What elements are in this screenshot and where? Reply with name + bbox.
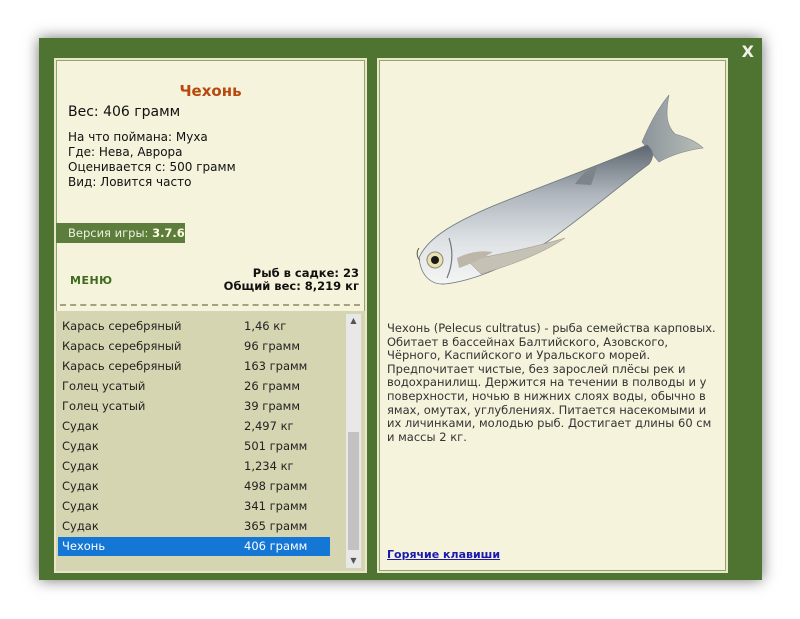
catch-list[interactable]: [56, 311, 365, 571]
list-item-name: Судак: [62, 459, 99, 473]
list-item[interactable]: [58, 317, 330, 336]
species-frequency-label: Вид: Ловится часто: [68, 175, 192, 189]
version-value: 3.7.6: [152, 226, 185, 240]
list-item[interactable]: [58, 437, 330, 456]
list-item-weight: 163 грамм: [244, 359, 308, 373]
fish-weight: Вес: 406 грамм: [68, 104, 181, 120]
list-item[interactable]: [58, 497, 330, 516]
close-icon[interactable]: X: [741, 42, 754, 61]
valued-from-label: Оценивается с: 500 грамм: [68, 160, 236, 174]
list-item-name: Карась серебряный: [62, 359, 182, 373]
list-item-weight: 96 грамм: [244, 339, 301, 353]
list-item-weight: 365 грамм: [244, 519, 308, 533]
list-item[interactable]: [58, 357, 330, 376]
total-weight: Общий вес: 8,219 кг: [223, 279, 359, 293]
list-item[interactable]: [58, 397, 330, 416]
menu-button[interactable]: МЕНЮ: [70, 274, 113, 287]
scroll-down-icon[interactable]: ▼: [350, 556, 357, 565]
list-item-weight: 498 грамм: [244, 479, 308, 493]
version-badge: [56, 223, 185, 243]
fish-details-panel: [54, 58, 367, 573]
list-item-weight: 406 грамм: [244, 539, 308, 553]
list-item-name: Чехонь: [62, 539, 106, 553]
list-item[interactable]: [58, 417, 330, 436]
list-item[interactable]: [58, 337, 330, 356]
list-item-name: Карась серебряный: [62, 319, 182, 333]
caught-with-label: На что поймана: Муха: [68, 130, 208, 144]
list-item-weight: 39 грамм: [244, 399, 301, 413]
scrollbar-thumb[interactable]: [348, 432, 359, 550]
list-item[interactable]: [58, 517, 330, 536]
list-item-weight: 1,234 кг: [244, 459, 294, 473]
list-item[interactable]: [58, 377, 330, 396]
list-item-name: Судак: [62, 439, 99, 453]
list-item-name: Судак: [62, 479, 99, 493]
list-item-selected[interactable]: [58, 537, 330, 556]
list-item-name: Судак: [62, 419, 99, 433]
fish-description: Чехонь (Pelecus cultratus) - рыба семейства карповых. Обитает в бассейнах Балтийского, Азовского, Чёрного, Каспийского и Уральского морей. Предпочитает чистые, без зарослей плёсы рек и водохранилищ. Держится на течении в полводы и у поверхности, ночью в нижних слоях воды, обычно в ямах, омутах, углублениях. Питается насекомыми и их личинками, молодью рыб. Достигает длины 60 см и массы 2 кг.: [387, 321, 716, 444]
fish-description-panel: [377, 58, 728, 573]
list-item[interactable]: [58, 477, 330, 496]
list-scrollbar[interactable]: [346, 314, 361, 568]
list-item-weight: 2,497 кг: [244, 419, 294, 433]
list-item-weight: 1,46 кг: [244, 319, 287, 333]
location-label: Где: Нева, Аврора: [68, 145, 183, 159]
list-item-weight: 26 грамм: [244, 379, 301, 393]
fish-name-title: Чехонь: [179, 82, 242, 100]
list-item-name: Карась серебряный: [62, 339, 182, 353]
fish-image: [397, 90, 707, 300]
list-item-name: Голец усатый: [62, 379, 146, 393]
hotkeys-link[interactable]: Горячие клавиши: [387, 548, 501, 561]
list-item-name: Судак: [62, 499, 99, 513]
list-item-name: Голец усатый: [62, 399, 146, 413]
scroll-up-icon[interactable]: ▲: [350, 316, 357, 325]
list-item-weight: 341 грамм: [244, 499, 308, 513]
fish-info-window: [39, 38, 762, 580]
list-item[interactable]: [58, 457, 330, 476]
fish-count-in-cage: Рыб в садке: 23: [252, 266, 359, 280]
list-item-name: Судак: [62, 519, 99, 533]
divider: [60, 304, 360, 306]
list-item-weight: 501 грамм: [244, 439, 308, 453]
version-label: Версия игры:: [68, 226, 149, 240]
